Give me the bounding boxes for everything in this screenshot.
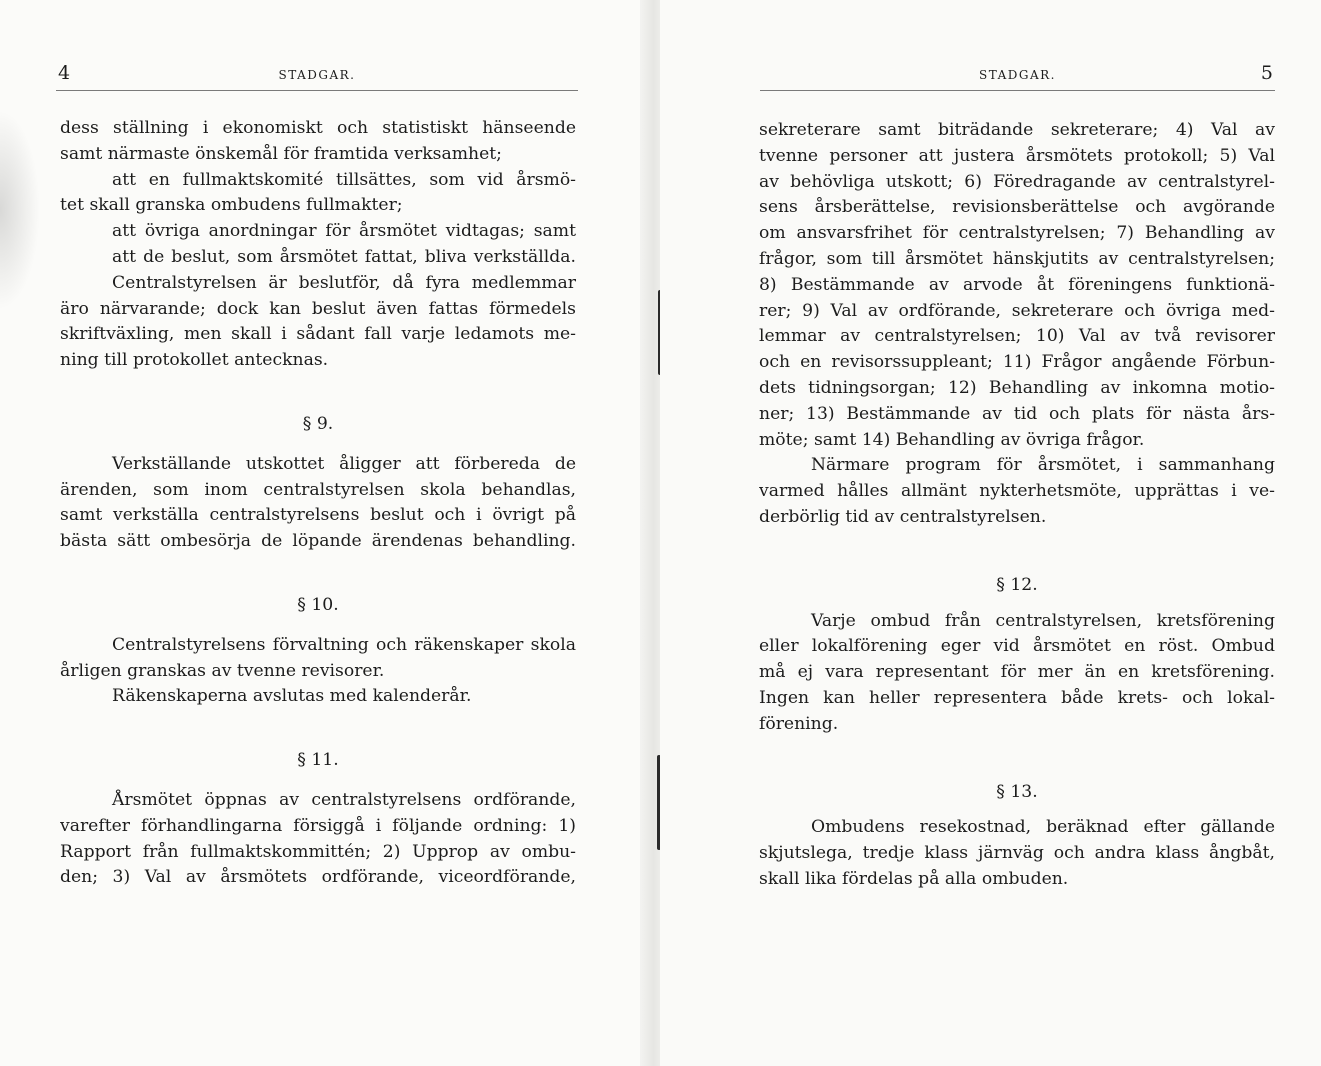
text-line: Verkställande utskottet åligger att förbereda de	[112, 453, 576, 474]
text-line: att en fullmaktskomité tillsättes, som vid årsmö-	[112, 169, 576, 190]
text-line: Ingen kan heller representera både krets- och lokal-	[759, 687, 1275, 708]
section-heading: § 11.	[297, 750, 339, 771]
section-heading: § 9.	[302, 413, 334, 434]
spacer	[60, 710, 576, 748]
text-line: Centralstyrelsen är beslutför, då fyra medlemmar	[112, 272, 576, 293]
text-line: Närmare program för årsmötet, i sammanhang	[811, 455, 1275, 476]
spacer	[759, 531, 1275, 573]
text-line: om ansvarsfrihet för centralstyrelsen; 7) Behandling av	[759, 223, 1275, 244]
running-head: STADGAR.	[278, 68, 356, 82]
text-line: ning till protokollet antecknas.	[60, 350, 329, 371]
text-line: må ej vara representant för mer än en kretsförening.	[759, 662, 1275, 683]
text-line: skjutslega, tredje klass järnväg och andra klass ångbåt,	[759, 843, 1275, 864]
text-line: Ombudens resekostnad, beräknad efter gällande	[811, 817, 1275, 838]
paragraph	[60, 633, 576, 710]
text-line: skriftväxling, men skall i sådant fall varje ledamots me-	[60, 324, 576, 345]
text-line: samt verkställa centralstyrelsens beslut och i övrigt på	[60, 505, 576, 526]
text-line: tvenne personer att justera årsmötets protokoll; 5) Val	[759, 145, 1275, 166]
text-line: derbörlig tid av centralstyrelsen.	[759, 506, 1047, 527]
spacer	[60, 374, 576, 412]
left-page-header	[56, 62, 578, 86]
paragraph	[759, 118, 1275, 531]
text-line: ärenden, som inom centralstyrelsen skola behandlas,	[60, 479, 576, 500]
text-line: dets tidningsorgan; 12) Behandling av inkomna motio-	[759, 377, 1275, 398]
section-heading: § 13.	[996, 781, 1038, 802]
spacer	[60, 438, 576, 452]
text-line: varefter förhandlingarna försiggå i följande ordning: 1)	[60, 815, 576, 836]
page-stain	[0, 110, 40, 310]
text-line: sens årsberättelse, revisionsberättelse och avgörande	[759, 197, 1275, 218]
text-line: att övriga anordningar för årsmötet vidtagas; samt	[112, 221, 576, 242]
text-line: skall lika fördelas på alla ombuden.	[759, 868, 1069, 889]
text-line: förening.	[759, 713, 839, 734]
paragraph	[60, 452, 576, 555]
spacer	[759, 805, 1275, 815]
section-heading: § 10.	[297, 594, 339, 615]
text-line: sekreterare samt biträdande sekreterare; 4) Val av	[759, 120, 1275, 140]
text-line: tet skall granska ombudens fullmakter;	[60, 195, 403, 216]
right-page	[660, 0, 1321, 1066]
spacer	[759, 599, 1275, 609]
paragraph	[759, 815, 1275, 892]
text-line: Rapport från fullmaktskommittén; 2) Upprop av ombu-	[60, 841, 576, 862]
text-line: Varje ombud från centralstyrelsen, kretsförening	[811, 610, 1275, 631]
left-page-text	[60, 116, 576, 891]
text-line: bästa sätt ombesörja de löpande ärendenas behandling.	[60, 531, 576, 552]
page-number: 4	[58, 62, 71, 84]
page-number: 5	[1260, 62, 1273, 84]
spacer	[60, 619, 576, 633]
spacer	[759, 738, 1275, 780]
text-line: eller lokalförening eger vid årsmötet en röst. Ombud	[759, 636, 1275, 657]
right-page-text	[759, 118, 1275, 893]
text-line: 8) Bestämmande av arvode åt föreningens funktionä-	[759, 274, 1275, 295]
text-line: att de beslut, som årsmötet fattat, bliva verkställda.	[112, 246, 576, 267]
section-heading: § 12.	[996, 574, 1038, 595]
paragraph	[60, 788, 576, 891]
text-line: möte; samt 14) Behandling av övriga frågor.	[759, 429, 1145, 450]
text-line: rer; 9) Val av ordförande, sekreterare och övriga med-	[759, 300, 1275, 321]
text-line: samt närmaste önskemål för framtida verksamhet;	[60, 143, 502, 164]
spacer	[60, 555, 576, 593]
header-rule	[760, 90, 1275, 91]
text-line: Räkenskaperna avslutas med kalenderår.	[112, 686, 472, 707]
text-line: äro närvarande; dock kan beslut även fattas förmedels	[60, 298, 576, 319]
text-line: Årsmötet öppnas av centralstyrelsens ordförande,	[112, 789, 576, 810]
text-line: frågor, som till årsmötet hänskjutits av centralstyrelsen;	[759, 248, 1275, 269]
text-line: dess ställning i ekonomiskt och statistiskt hänseende	[60, 118, 576, 138]
text-line: ner; 13) Bestämmande av tid och plats för nästa års-	[759, 403, 1275, 424]
text-line: Centralstyrelsens förvaltning och räkenskaper skola	[112, 634, 576, 655]
text-line: av behövliga utskott; 6) Föredragande av centralstyrel-	[759, 171, 1275, 192]
left-page	[0, 0, 650, 1066]
text-line: och en revisorssuppleant; 11) Frågor angående Förbun-	[759, 352, 1275, 373]
text-line: lemmar av centralstyrelsen; 10) Val av två revisorer	[759, 326, 1275, 347]
text-line: den; 3) Val av årsmötets ordförande, viceordförande,	[60, 867, 576, 888]
header-rule	[56, 90, 578, 91]
paragraph	[759, 609, 1275, 738]
right-page-header	[760, 62, 1275, 86]
paragraph	[60, 116, 576, 374]
spacer	[60, 774, 576, 788]
running-head: STADGAR.	[979, 68, 1056, 82]
text-line: årligen granskas av tvenne revisorer.	[60, 660, 385, 681]
text-line: varmed hålles allmänt nykterhetsmöte, upprättas i ve-	[759, 481, 1275, 502]
